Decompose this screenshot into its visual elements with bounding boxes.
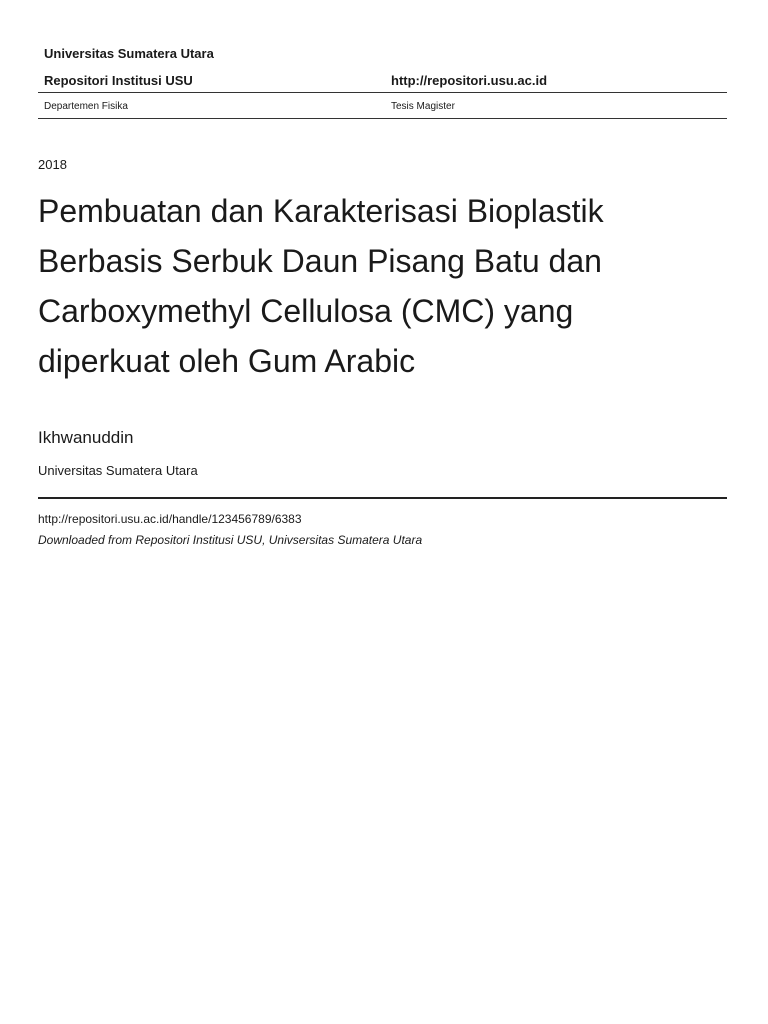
author-name: Ikhwanuddin [38, 428, 134, 447]
header-divider-bottom [38, 118, 727, 119]
title-line-1: Pembuatan dan Karakterisasi Bioplastik [38, 193, 604, 229]
title-line-2: Berbasis Serbuk Daun Pisang Batu dan [38, 243, 602, 279]
repository-url-link[interactable]: http://repositori.usu.ac.id [391, 73, 548, 88]
header-divider-top [38, 92, 727, 93]
footer-divider [38, 497, 727, 499]
repository-name: Repositori Institusi USU [44, 73, 193, 88]
title-line-3: Carboxymethyl Cellulosa (CMC) yang [38, 293, 574, 329]
author-affiliation: Universitas Sumatera Utara [38, 463, 198, 478]
institution-name: Universitas Sumatera Utara [44, 46, 214, 61]
department-label: Departemen Fisika [44, 101, 128, 112]
document-title [38, 186, 738, 386]
title-line-4: diperkuat oleh Gum Arabic [38, 343, 416, 379]
document-type-label: Tesis Magister [391, 101, 455, 112]
publication-year: 2018 [38, 157, 67, 172]
download-note: Downloaded from Repositori Institusi USU, Univsersitas Sumatera Utara [38, 533, 423, 547]
handle-url-link[interactable]: http://repositori.usu.ac.id/handle/123456789/6383 [38, 512, 302, 526]
